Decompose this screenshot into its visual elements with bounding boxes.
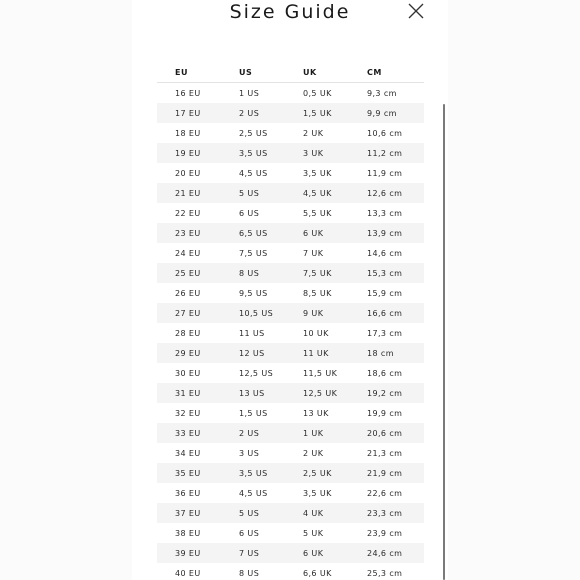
table-cell-eu: 31 EU xyxy=(157,383,221,403)
table-cell-cm: 15,9 cm xyxy=(367,288,403,298)
table-row xyxy=(157,243,424,263)
table-cell-cm: 14,6 cm xyxy=(367,248,403,258)
table-cell-uk: 8,5 UK xyxy=(303,288,332,298)
table-cell-us: 2,5 US xyxy=(239,128,268,138)
close-button[interactable] xyxy=(407,2,425,20)
table-cell-us: 5 US xyxy=(221,503,285,523)
table-row xyxy=(157,343,424,363)
table-cell-cm: 9,9 cm xyxy=(349,103,424,123)
page-title: Size Guide xyxy=(229,1,351,23)
table-cell-us: 2 US xyxy=(221,103,285,123)
table-row xyxy=(157,463,424,483)
table-cell-cm: 11,2 cm xyxy=(349,143,424,163)
table-cell-us: 6 US xyxy=(239,528,260,538)
table-row xyxy=(157,223,424,243)
table-cell-cm: 18,6 cm xyxy=(367,368,403,378)
table-row xyxy=(157,383,424,403)
table-cell-uk: 7 UK xyxy=(303,248,324,258)
table-cell-cm: 19,2 cm xyxy=(349,383,424,403)
table-row xyxy=(157,363,424,383)
table-row xyxy=(157,183,424,203)
table-cell-us: 10,5 US xyxy=(221,303,285,323)
close-icon xyxy=(407,2,425,20)
scrollbar-thumb[interactable] xyxy=(443,104,445,580)
table-cell-us: 12,5 US xyxy=(239,368,274,378)
table-row xyxy=(157,83,424,104)
size-table-container xyxy=(157,62,424,580)
table-row xyxy=(157,103,424,123)
table-cell-us: 7 US xyxy=(221,543,285,563)
table-cell-us: 4,5 US xyxy=(239,168,268,178)
table-cell-cm: 15,3 cm xyxy=(349,263,424,283)
table-cell-cm: 17,3 cm xyxy=(367,328,403,338)
table-cell-us: 3,5 US xyxy=(221,143,285,163)
table-cell-uk: 1,5 UK xyxy=(285,103,349,123)
table-row xyxy=(157,123,424,143)
table-cell-cm: 23,3 cm xyxy=(349,503,424,523)
table-row xyxy=(157,163,424,183)
table-row xyxy=(157,323,424,343)
table-row xyxy=(157,283,424,303)
table-cell-uk: 11 UK xyxy=(285,343,349,363)
table-cell-cm: 22,6 cm xyxy=(367,488,403,498)
table-cell-eu: 40 EU xyxy=(175,568,201,578)
table-cell-uk: 6 UK xyxy=(285,223,349,243)
table-cell-cm: 25,3 cm xyxy=(367,568,403,578)
table-cell-cm: 13,9 cm xyxy=(349,223,424,243)
table-cell-uk: 4,5 UK xyxy=(285,183,349,203)
table-cell-eu: 30 EU xyxy=(175,368,201,378)
table-cell-uk: 1 UK xyxy=(285,423,349,443)
table-cell-us: 8 US xyxy=(221,263,285,283)
column-header-us: US xyxy=(221,62,285,83)
table-cell-uk: 6 UK xyxy=(285,543,349,563)
table-cell-us: 4,5 US xyxy=(239,488,268,498)
table-cell-us: 6,5 US xyxy=(221,223,285,243)
table-cell-eu: 36 EU xyxy=(175,488,201,498)
backdrop-left xyxy=(0,0,132,580)
table-row xyxy=(157,443,424,463)
table-cell-eu: 17 EU xyxy=(157,103,221,123)
table-row xyxy=(157,523,424,543)
table-cell-cm: 20,6 cm xyxy=(349,423,424,443)
table-cell-uk: 3,5 UK xyxy=(303,168,332,178)
table-cell-uk: 10 UK xyxy=(303,328,329,338)
table-cell-cm: 11,9 cm xyxy=(367,168,403,178)
table-cell-cm: 21,9 cm xyxy=(349,463,424,483)
column-header-eu: EU xyxy=(157,62,221,83)
table-cell-us: 9,5 US xyxy=(239,288,268,298)
table-cell-uk: 5 UK xyxy=(303,528,324,538)
column-header-cm: CM xyxy=(349,62,424,83)
table-cell-uk: 0,5 UK xyxy=(303,88,332,98)
table-cell-uk: 7,5 UK xyxy=(285,263,349,283)
column-header-uk: UK xyxy=(285,62,349,83)
table-cell-cm: 13,3 cm xyxy=(367,208,403,218)
table-cell-cm: 19,9 cm xyxy=(367,408,403,418)
table-cell-eu: 18 EU xyxy=(175,128,201,138)
table-cell-uk: 9 UK xyxy=(285,303,349,323)
table-cell-uk: 3 UK xyxy=(285,143,349,163)
table-cell-cm: 10,6 cm xyxy=(367,128,403,138)
table-row xyxy=(157,543,424,563)
table-cell-us: 12 US xyxy=(221,343,285,363)
table-cell-uk: 3,5 UK xyxy=(303,488,332,498)
table-cell-us: 6 US xyxy=(239,208,260,218)
table-row xyxy=(157,403,424,423)
table-row xyxy=(157,263,424,283)
table-cell-us: 7,5 US xyxy=(239,248,268,258)
table-cell-cm: 24,6 cm xyxy=(349,543,424,563)
table-cell-cm: 16,6 cm xyxy=(349,303,424,323)
table-cell-eu: 16 EU xyxy=(175,88,201,98)
table-cell-eu: 23 EU xyxy=(157,223,221,243)
table-row xyxy=(157,143,424,163)
table-cell-eu: 33 EU xyxy=(157,423,221,443)
table-cell-eu: 24 EU xyxy=(175,248,201,258)
table-cell-cm: 9,3 cm xyxy=(367,88,397,98)
table-row xyxy=(157,303,424,323)
table-cell-uk: 2 UK xyxy=(303,128,324,138)
table-cell-eu: 39 EU xyxy=(157,543,221,563)
table-cell-cm: 12,6 cm xyxy=(349,183,424,203)
table-cell-cm: 23,9 cm xyxy=(367,528,403,538)
size-table xyxy=(157,62,424,580)
table-cell-eu: 28 EU xyxy=(175,328,201,338)
table-row xyxy=(157,203,424,223)
backdrop-right xyxy=(448,0,580,580)
table-row xyxy=(157,483,424,503)
table-cell-eu: 32 EU xyxy=(175,408,201,418)
table-cell-uk: 4 UK xyxy=(285,503,349,523)
table-cell-eu: 26 EU xyxy=(175,288,201,298)
table-cell-eu: 29 EU xyxy=(157,343,221,363)
table-cell-us: 1 US xyxy=(239,88,260,98)
table-cell-uk: 6,6 UK xyxy=(303,568,332,578)
table-cell-us: 11 US xyxy=(239,328,265,338)
table-cell-us: 3 US xyxy=(239,448,260,458)
table-row xyxy=(157,503,424,523)
table-cell-us: 13 US xyxy=(221,383,285,403)
table-cell-eu: 21 EU xyxy=(157,183,221,203)
table-cell-uk: 5,5 UK xyxy=(303,208,332,218)
table-cell-us: 1,5 US xyxy=(239,408,268,418)
table-cell-eu: 37 EU xyxy=(157,503,221,523)
table-cell-eu: 22 EU xyxy=(175,208,201,218)
table-cell-uk: 2,5 UK xyxy=(285,463,349,483)
table-cell-eu: 27 EU xyxy=(157,303,221,323)
table-cell-us: 3,5 US xyxy=(221,463,285,483)
table-cell-eu: 38 EU xyxy=(175,528,201,538)
table-row xyxy=(157,423,424,443)
table-cell-eu: 20 EU xyxy=(175,168,201,178)
table-cell-us: 5 US xyxy=(221,183,285,203)
table-cell-uk: 12,5 UK xyxy=(285,383,349,403)
table-cell-uk: 13 UK xyxy=(303,408,329,418)
table-cell-uk: 11,5 UK xyxy=(303,368,338,378)
table-cell-cm: 18 cm xyxy=(349,343,424,363)
table-cell-eu: 19 EU xyxy=(157,143,221,163)
table-header-row xyxy=(157,62,424,83)
table-cell-eu: 35 EU xyxy=(157,463,221,483)
table-cell-uk: 2 UK xyxy=(303,448,324,458)
table-cell-us: 8 US xyxy=(239,568,260,578)
table-cell-eu: 25 EU xyxy=(157,263,221,283)
table-cell-us: 2 US xyxy=(221,423,285,443)
table-cell-cm: 21,3 cm xyxy=(367,448,403,458)
table-row xyxy=(157,563,424,580)
table-cell-eu: 34 EU xyxy=(175,448,201,458)
